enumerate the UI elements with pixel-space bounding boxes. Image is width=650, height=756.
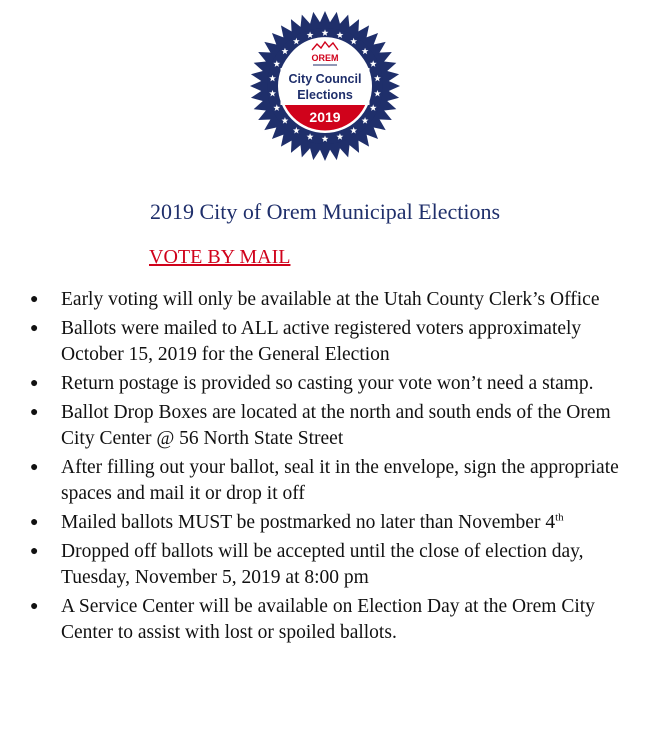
list-item-text: Mailed ballots MUST be postmarked no later than November 4 [61, 512, 556, 533]
bullet-icon: ● [30, 460, 39, 475]
list-item-text: A Service Center will be available on Election Day at the Orem City Center to assist with lost or spoiled ballots. [61, 596, 595, 643]
list-item [0, 510, 650, 536]
list-item [0, 287, 650, 313]
list-item-text: Early voting will only be available at the Utah County Clerk’s Office [61, 289, 600, 310]
list-item-text: Ballots were mailed to ALL active registered voters approximately October 15, 2019 for the General Election [61, 318, 582, 365]
election-logo [249, 10, 401, 162]
bullet-icon: ● [30, 544, 39, 559]
bullet-icon: ● [30, 515, 39, 530]
bullet-icon: ● [30, 321, 39, 336]
list-item [0, 455, 650, 507]
info-bullet-list [0, 287, 650, 649]
list-item-text: Ballot Drop Boxes are located at the north and south ends of the Orem City Center @ 56 North State Street [61, 402, 611, 449]
bullet-icon: ● [30, 292, 39, 307]
election-seal-icon [249, 10, 401, 162]
page-title: 2019 City of Orem Municipal Elections [149, 199, 501, 224]
list-item-text: Return postage is provided so casting your vote won’t need a stamp. [61, 373, 594, 394]
list-item [0, 371, 650, 397]
logo-line2: Elections [297, 88, 353, 102]
list-item [0, 539, 650, 591]
bullet-icon: ● [30, 405, 39, 420]
logo-line1: City Council [288, 72, 362, 86]
logo-year: 2019 [309, 109, 341, 125]
list-item [0, 400, 650, 452]
list-item-text: Dropped off ballots will be accepted until the close of election day, Tuesday, November 5, 2019 at 8:00 pm [61, 541, 584, 588]
list-item [0, 594, 650, 646]
date-superscript: th [555, 511, 564, 524]
bullet-icon: ● [30, 376, 39, 391]
page-subtitle: VOTE BY MAIL [149, 246, 291, 268]
bullet-icon: ● [30, 599, 39, 614]
list-item [0, 316, 650, 368]
list-item-text: After filling out your ballot, seal it in the envelope, sign the appropriate spaces and mail it or drop it off [61, 457, 619, 504]
logo-top-text: OREM [311, 53, 339, 63]
